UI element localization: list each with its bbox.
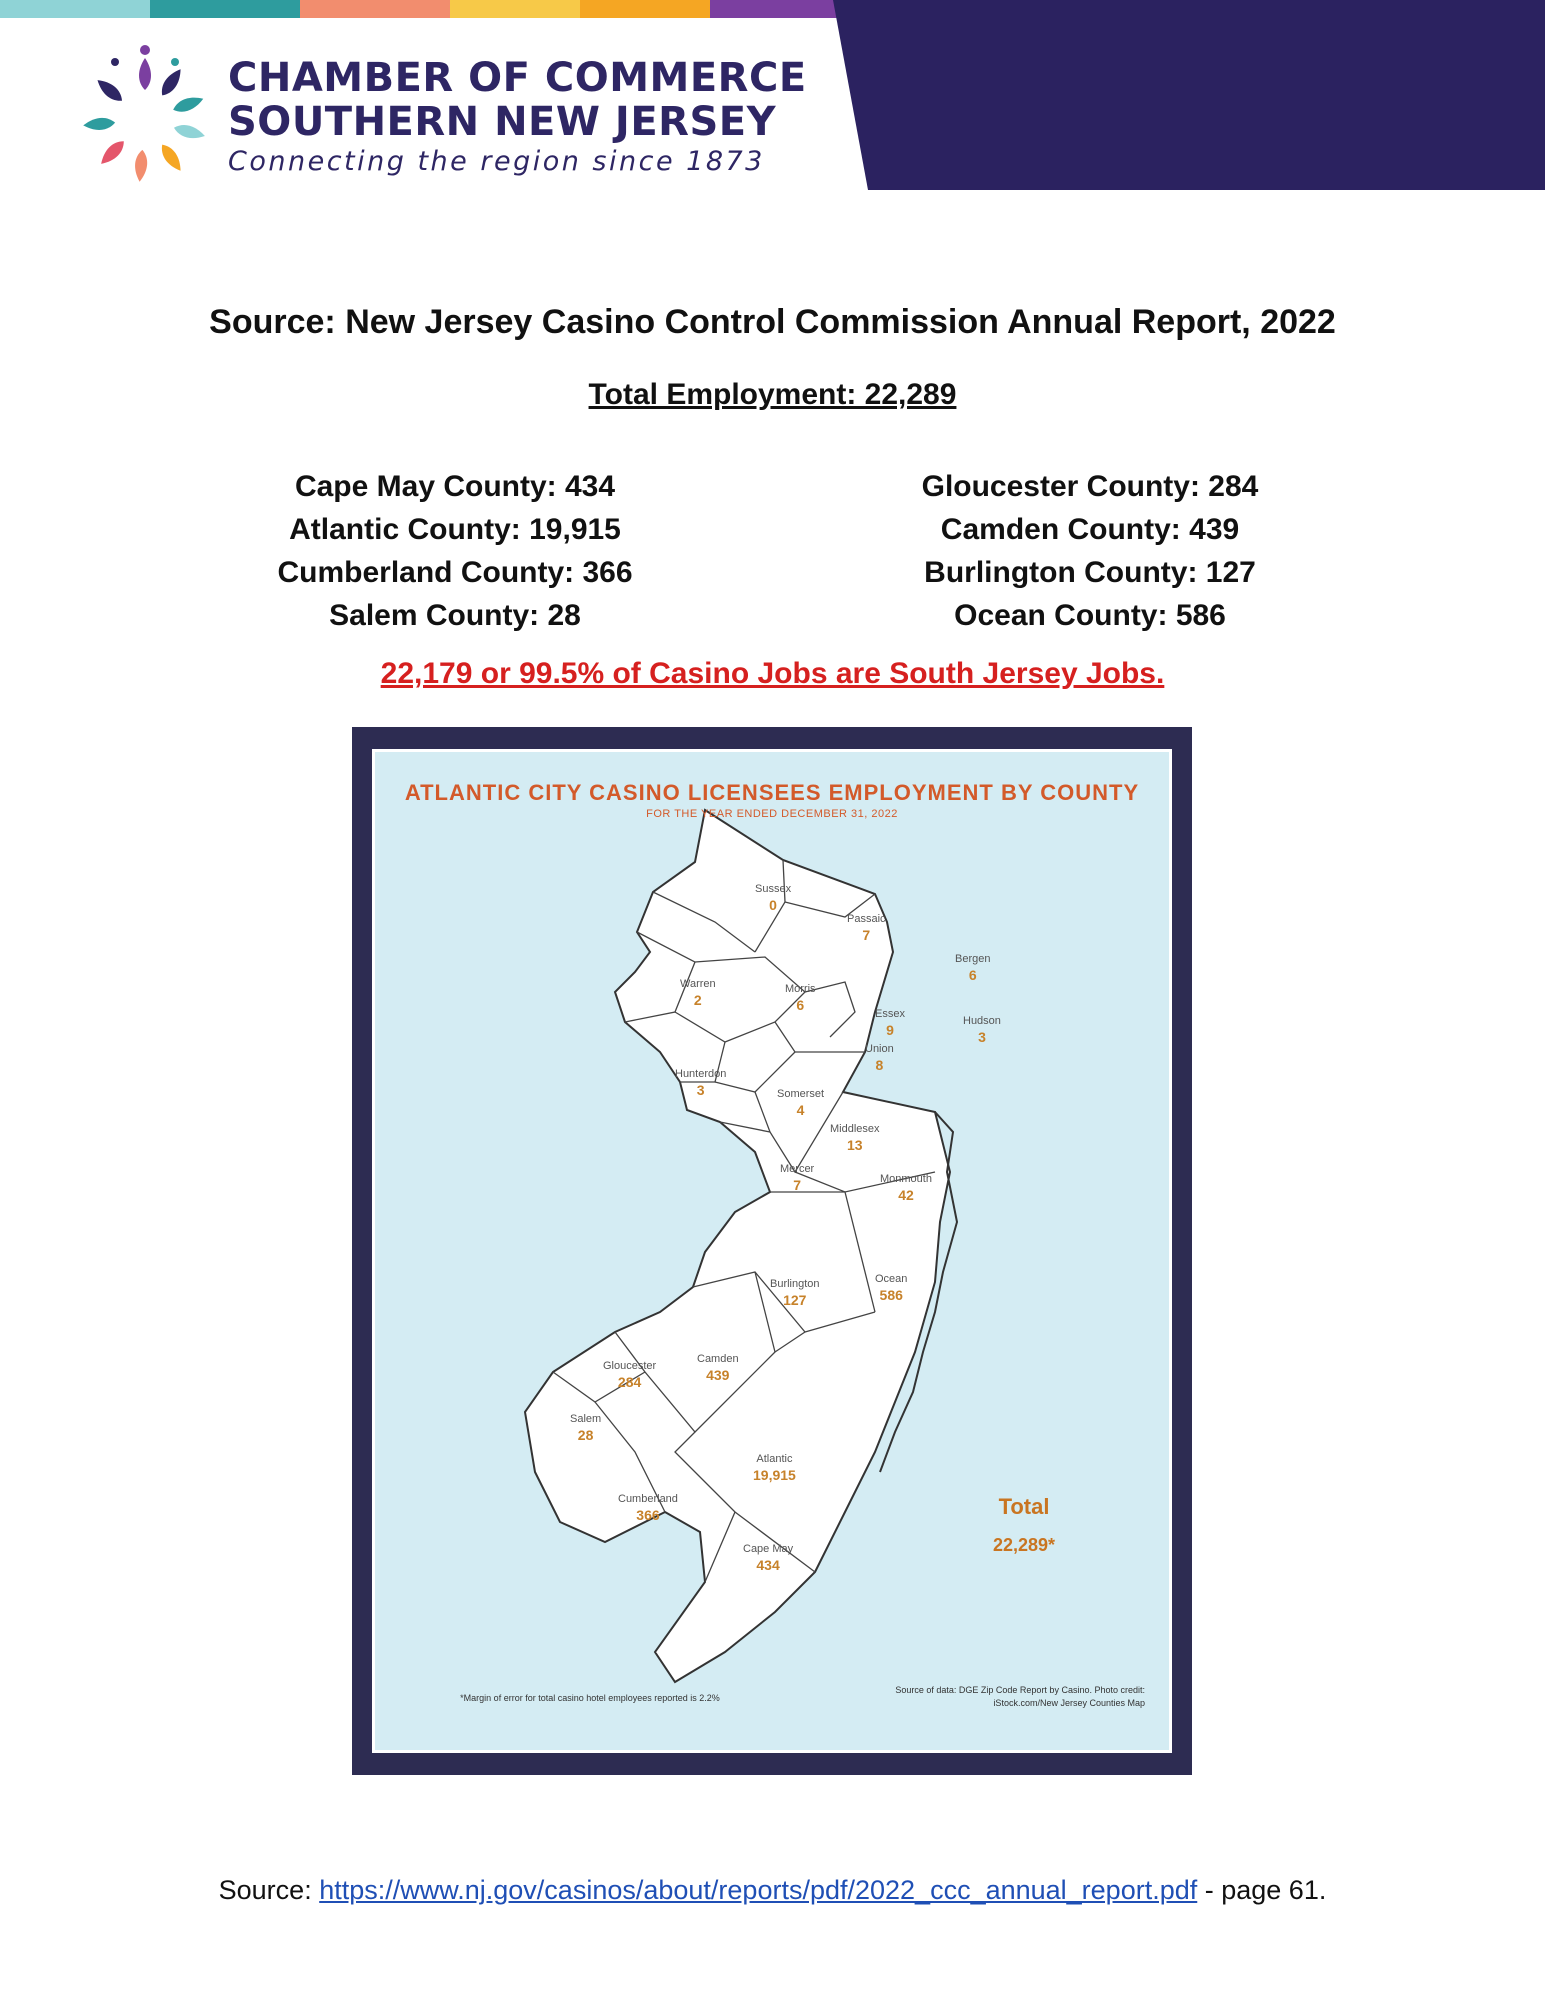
map-county-label: Morris 6: [785, 983, 816, 1013]
map-county-label: Cumberland 366: [618, 1493, 678, 1523]
map-county-label: Union 8: [865, 1043, 894, 1073]
banner-shape: [833, 0, 1545, 190]
map-source-credit: Source of data: DGE Zip Code Report by Casino. Photo credit: iStock.com/New Jersey Counties Map: [895, 1685, 1145, 1708]
map-county-label: Atlantic 19,915: [753, 1453, 796, 1483]
map-total: [993, 1492, 1055, 1562]
map-county-label: Sussex 0: [755, 883, 792, 913]
map-county-label: Warren 2: [680, 978, 716, 1008]
county-line: Atlantic County: 19,915: [289, 513, 621, 546]
county-line: Ocean County: 586: [954, 599, 1226, 632]
map-county-label: Mercer 7: [780, 1163, 815, 1193]
total-employment: Total Employment: 22,289: [588, 378, 957, 411]
county-line: Camden County: 439: [940, 513, 1240, 546]
map-figure: [352, 727, 1192, 1775]
counties-left-column: [195, 465, 715, 637]
map-county-label: Monmouth 42: [880, 1173, 932, 1203]
map-county-label: Cape May 434: [743, 1543, 794, 1573]
map-county-label: Passaic 7: [847, 913, 886, 943]
counties-right-column: [830, 465, 1350, 637]
logo-line-2: SOUTHERN NEW JERSEY: [228, 99, 777, 145]
map-county-label: Salem 28: [570, 1413, 602, 1443]
map-total-label: Total: [998, 1494, 1050, 1519]
logo-line-1: CHAMBER OF COMMERCE: [228, 55, 807, 101]
map-footnote: *Margin of error for total casino hotel employees reported is 2.2%: [460, 1693, 720, 1703]
map-panel: [372, 749, 1172, 1753]
logo-tagline: Connecting the region since 1873: [228, 146, 765, 177]
chamber-logo-icon: [70, 45, 220, 195]
source-title: Source: New Jersey Casino Control Commission Annual Report, 2022: [209, 303, 1336, 341]
footer-source: [0, 1875, 1545, 1906]
map-county-label: Camden 439: [697, 1353, 739, 1383]
map-total-value: 22,289*: [993, 1535, 1056, 1555]
map-county-label: Middlesex 13: [830, 1123, 880, 1153]
county-line: Burlington County: 127: [924, 556, 1256, 589]
map-county-label: Essex 9: [875, 1008, 905, 1038]
map-county-label: Burlington 127: [770, 1278, 820, 1308]
map-county-label: Bergen 6: [955, 953, 991, 983]
map-county-label: Hunterdon 3: [675, 1068, 727, 1098]
map-county-label: Somerset 4: [777, 1088, 825, 1118]
county-line: Cape May County: 434: [294, 470, 616, 503]
county-line: Salem County: 28: [329, 599, 581, 632]
logo-text: [228, 56, 807, 180]
footer-prefix: Source:: [218, 1875, 320, 1905]
south-jersey-share: 22,179 or 99.5% of Casino Jobs are South Jersey Jobs.: [380, 657, 1165, 690]
map-county-label: Gloucester 284: [603, 1360, 657, 1390]
county-line: Cumberland County: 366: [277, 556, 633, 589]
footer-suffix: - page 61.: [1197, 1875, 1327, 1905]
county-line: Gloucester County: 284: [921, 470, 1259, 503]
map-county-label: Hudson 3: [963, 1015, 1001, 1045]
page-header: [0, 0, 1545, 190]
map-title: ATLANTIC CITY CASINO LICENSEES EMPLOYMENT BY COUNTY: [404, 780, 1140, 805]
report-link[interactable]: https://www.nj.gov/casinos/about/reports/pdf/2022_ccc_annual_report.pdf: [319, 1875, 1198, 1905]
map-subtitle: FOR THE YEAR ENDED DECEMBER 31, 2022: [646, 808, 898, 820]
map-county-label: Ocean 586: [875, 1273, 908, 1303]
